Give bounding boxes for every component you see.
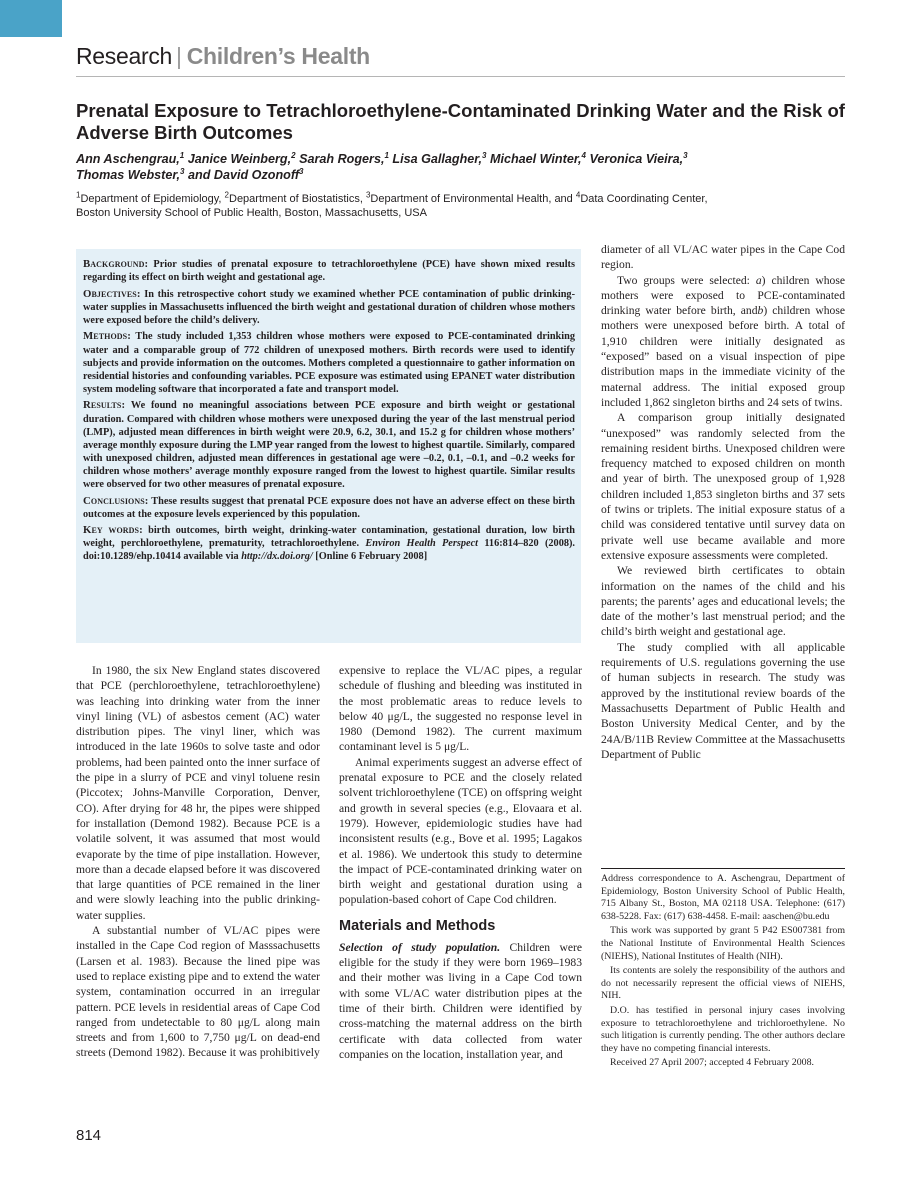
author-list (76, 151, 856, 183)
abstract-text: Prior studies of prenatal exposure to tetrachloroethylene (PCE) have shown mixed results regarding its effect on birth weight and gestational age. (83, 259, 575, 284)
journal-name: Environ Health Perspect (365, 538, 479, 550)
abstract-label: Conclusions: (83, 494, 149, 507)
affil-mark: 2 (224, 190, 229, 200)
paragraph-text: Two groups were selected: (617, 273, 750, 287)
affil-text: Department of Environmental Health, and (370, 193, 576, 205)
paragraph-text: ) children whose mothers were unexposed before birth. A total of 1,910 children were initially designated as “exposed” based on a visual inspection of pipe distribution maps in the immediate vicinity of the maternal address. The initial exposed group included 1,862 singleton births and 24 sets of twins. (601, 304, 845, 409)
abstract-box (76, 249, 581, 643)
author: Ann Aschengrau, (76, 152, 180, 166)
abstract-text: These results suggest that prenatal PCE exposure does not have an adverse effect on these birth outcomes at the exposure levels experienced by this population. (83, 495, 576, 520)
footnote-correspondence: Address correspondence to A. Aschengrau, Department of Epidemiology, Boston University School of Public Health, 715 Albany St., Boston, MA 02118 USA. Telephone: (617) 638-5228. Fax: (617) 638-4458. E-mail: aaschen@bu.edu (601, 873, 845, 922)
abstract-label: Key words: (83, 524, 143, 537)
author: Michael Winter, (489, 152, 582, 166)
section-heading-methods: Materials and Methods (339, 917, 496, 934)
enumeration-letter: a (755, 273, 762, 287)
section-separator: | (176, 43, 182, 69)
paragraph: We reviewed birth certificates to obtain information on the names of the child and his parents; the parents’ ages and educational levels; the date of the mother’s last menstrual period; and the child’s birth weight and gestational age. (601, 564, 845, 639)
paragraph-continued: expensive to replace the VL/AC pipes, a regular schedule of flushing and bleeding was instituted in the most problematic areas to reduce levels to below 40 μg/L, the suggested no response level in 1980 (Demond 1982). The current maximum contaminant level is 5 μg/L. (339, 664, 582, 754)
section-color-tab (0, 0, 62, 37)
paragraph-continued: diameter of all VL/AC water pipes in the Cape Cod region. (601, 243, 845, 272)
paragraph (601, 273, 845, 411)
header-rule (76, 76, 845, 77)
author-affil-mark: 3 (482, 150, 487, 160)
affil-text: Data Coordinating Center, (580, 193, 708, 205)
author-affil-mark: 1 (179, 150, 185, 160)
paragraph: In 1980, the six New England states discovered that PCE (perchloroethylene, tetrachloroethylene) was leaching into drinking water from the inner vinyl lining (VL) of asbestos cement (AC) water distribution pipes. The vinyl liner, which was introduced in the late 1960s to solve taste and odor problems, had been painted onto the inner surface of the pipe in a slurry of PCE and vinyl toluene resin (Piccotex; Johns-Manville Corporation, Denver, CO). After drying for 48 hr, the pipes were shipped for installation (Demond 1982). Because PCE is a volatile solvent, it was assumed that most would evaporate by the time of pipe installation. However, more than a decade elapsed before it was discovered that large quantities of PCE remained in the liner and were slowly leaching into the public drinking-water supplies. (76, 664, 320, 922)
author-affil-mark: 1 (384, 150, 389, 160)
online-date: [Online 6 February 2008] (315, 551, 428, 563)
abstract-label: Methods: (83, 330, 131, 343)
affil-mark: 3 (365, 190, 371, 200)
author: Veronica Vieira, (589, 152, 684, 166)
author-affil-mark: 2 (291, 150, 296, 160)
article-title: Prenatal Exposure to Tetrachloroethylene-Contaminated Drinking Water and the Risk of Adverse Birth Outcomes (76, 100, 845, 143)
abstract-results (83, 399, 575, 491)
paragraph: The study complied with all applicable requirements of U.S. regulations governing the use of human subjects in research. The study was approved by the institutional review boards of the Massachusetts Department of Public Health and Boston University Medical Center, and by the 24A/B/11B Review Committee at the Massachusetts Department of Public (601, 640, 845, 761)
page-number: 814 (76, 1127, 102, 1144)
footnote-funding: This work was supported by grant 5 P42 ES007381 from the National Institute of Environmental Health Sciences (NIEHS), National Institutes of Health (NIH). (601, 925, 845, 962)
author: Sarah Rogers, (299, 152, 385, 166)
paragraph: A comparison group initially designated “unexposed” was randomly selected from the remaining resident births. Unexposed children were frequency matched to exposed children on month and year of birth. The unexposed group of 1,928 children included 1,853 singleton births and 37 sets of twins or triplets. The initial exposure status of a child was considered tentative until survey data on private well use became available and more extensive exposure assessments were completed. (601, 411, 845, 562)
author: Lisa Gallagher, (392, 152, 483, 166)
body-column-2 (339, 663, 582, 1062)
paragraph: Animal experiments suggest an adverse effect of prenatal exposure to PCE and the closely related solvent trichloroethylene (TCE) on offspring weight and growth in several species (e.g., Elovaara et al. 1979). However, epidemiologic studies have had inconsistent results (e.g., Bove et al. 1995; Lagakos et al. 1986). We undertook this study to determine the impact of PCE-contaminated drinking water on birth weight and gestational duration using a population-based cohort of Cape Cod children. (339, 755, 582, 907)
footnote-received: Received 27 April 2007; accepted 4 February 2008. (610, 1057, 815, 1069)
paragraph-text: Children were eligible for the study if they were born 1969–1983 and their mother was living in a Cape Cod town with some VL/AC water distribution pipes at the time of their birth. Children were identified by cross-matching the maternal address on the birth certificate with data collected from water companies on the location, installation year, and (339, 940, 582, 1061)
abstract-label: Objectives: (83, 287, 141, 300)
author: Janice Weinberg, (187, 152, 292, 166)
footnote-rule (601, 868, 845, 869)
author-affil-mark: 3 (180, 166, 185, 176)
affil-text: Department of Biostatistics, (229, 193, 366, 205)
affiliations (76, 192, 856, 220)
paragraph (339, 940, 582, 1062)
paragraph-text: ) children whose mothers were exposed to PCE-contaminated drinking water before birth, and (601, 273, 845, 318)
author-affil-mark: 4 (581, 150, 586, 160)
footnotes (601, 873, 845, 1072)
doi-link[interactable]: http://dx.doi.org/ (241, 551, 313, 563)
author: and David Ozonoff (188, 168, 300, 182)
enumeration-letter: b (757, 304, 764, 318)
affil-text: Department of Epidemiology, (80, 193, 225, 205)
abstract-background (83, 258, 575, 284)
subsection-label: Children’s Health (186, 43, 370, 69)
body-column-3 (601, 242, 845, 762)
affil-text: Boston University School of Public Health, Boston, Massachusetts, USA (76, 207, 427, 219)
abstract-methods (83, 330, 575, 395)
citation-text: 116:814–820 (2008). doi:10.1289/ehp.10414 available via (83, 538, 576, 563)
author-affil-mark: 3 (299, 166, 304, 176)
subsection-heading: Selection of study population. (339, 940, 501, 954)
footnote-competing-interests: D.O. has testified in personal injury cases involving exposure to tetrachloroethylene and trichloroethylene. No such litigation is currently pending. The other authors declare they have no competing financial interests. (601, 1004, 845, 1054)
body-column-1 (76, 663, 320, 1061)
abstract-objectives (83, 288, 575, 327)
keywords-text: birth outcomes, birth weight, drinking-water contamination, gestational duration, low birth weight, perchloroethylene, prematurity, tetrachloroethylene. (83, 525, 575, 550)
abstract-conclusions (83, 495, 575, 521)
affil-mark: 1 (76, 190, 81, 200)
author-affil-mark: 3 (683, 150, 688, 160)
affil-mark: 4 (575, 190, 581, 200)
abstract-text: We found no meaningful associations between PCE exposure and birth weight or gestational duration. Compared with children whose mothers were unexposed during the year of the last menstrual period (LMP), adjusted mean differences in birth weight were 20.9, 6.2, 30.1, and 15.2 g for children whose mothers’ average monthly exposure during the LMP year ranged from the lowest to highest quartile. Similarly, compared with unexposed children, adjusted mean differences in gestational age were –0.2, 0.1, –0.1, and –0.2 weeks for children whose mothers’ average monthly exposure ranged from the lowest to highest quartile. Similar results were observed for two other measures of prenatal exposure. (83, 400, 575, 490)
abstract-label: Background: (83, 258, 149, 270)
footnote-disclaimer: Its contents are solely the responsibility of the authors and do not necessarily represent the official views of NIEHS, NIH. (601, 965, 845, 1002)
abstract-label: Results: (83, 399, 126, 412)
paragraph: A substantial number of VL/AC pipes were installed in the Cape Cod region of Masssachusetts (Larsen et al. 1983). Because the lined pipe was used to replace existing pipe and to extend the water system, contamination occurred in an irregular pattern. PCE levels in residential areas of Cape Cod ranged from undetectable to 80 μg/L along main streets and from 1,600 to 7,750 μg/L on dead-end streets (Demond 1982). Because it was prohibitively (76, 924, 320, 1060)
section-label: Research (76, 43, 173, 69)
abstract-text: In this retrospective cohort study we examined whether PCE contamination of public drinking-water supplies in Massachusetts influenced the birth weight and gestational duration of children whose mothers were exposed before the child’s delivery. (83, 288, 575, 326)
abstract-keywords (83, 524, 575, 563)
abstract-text: The study included 1,353 children whose mothers were exposed to PCE-contaminated drinking water and a comparable group of 772 children of unexposed mothers. Birth records were used to identify subjects and provide information on the outcomes. Mothers completed a questionnaire to gather information on residential histories and confounding variables. PCE exposure was estimated using EPANET water distribution system modeling software that incorporated a fate and transport model. (83, 331, 576, 395)
section-header (76, 42, 370, 70)
author: Thomas Webster, (76, 168, 181, 182)
